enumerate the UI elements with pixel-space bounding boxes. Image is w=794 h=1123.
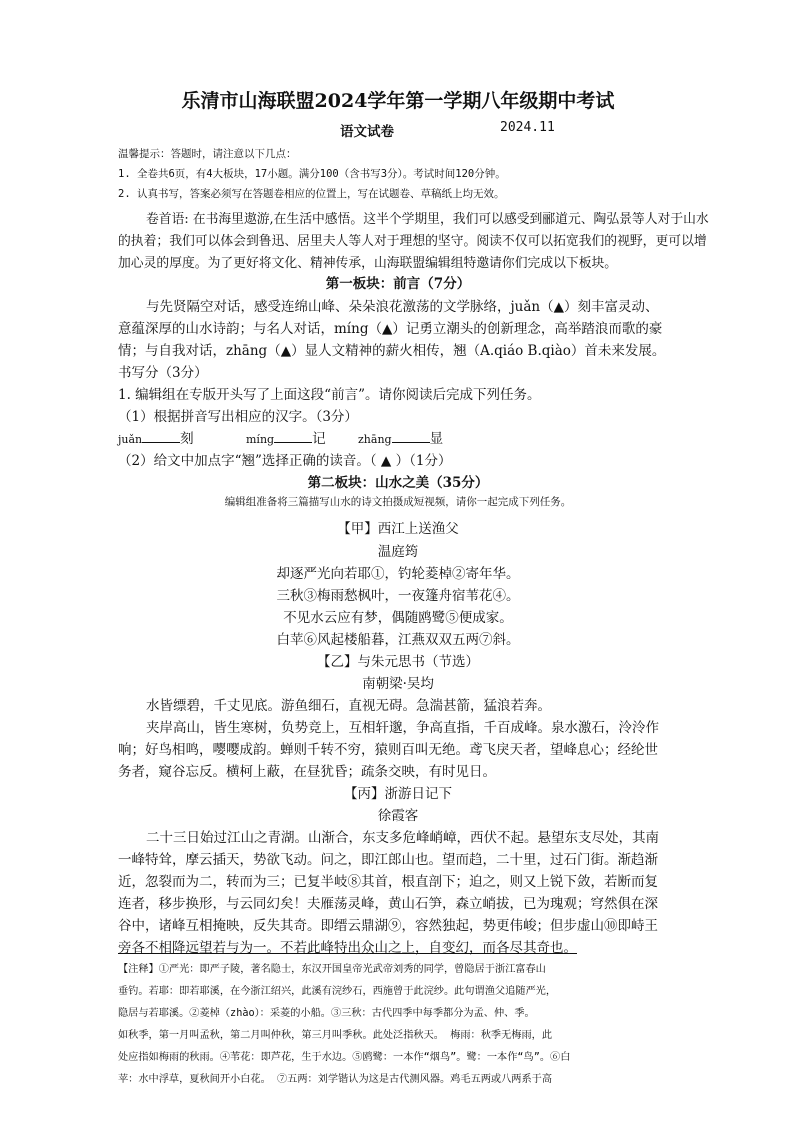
text-bing-line: 近，忽裂而为二，转而为三；已复半岐⑧其首，根直剖下；迫之，则又上锐下敛，若断而复 <box>118 874 658 890</box>
text-yi-line: 响；好鸟相鸣，嘤嘤成韵。蝉则千转不穷，猿则百叫无绝。鸢飞戾天者，望峰息心；经纶世 <box>118 742 658 758</box>
question-1-2: （2）给文中加点字“翘”选择正确的读音。（ ▲ ）（1分） <box>118 453 452 469</box>
paper-subtitle: 语文试卷 <box>340 124 394 140</box>
notice-label: 温馨提示：答题时，请注意以下几点： <box>118 148 297 160</box>
preface-line: 情；与自我对话，zhāng（▲）显人文精神的薪火相传，翘（A.qiáo B.qiào）首未来发展。 <box>118 343 666 359</box>
answer-blank[interactable] <box>392 430 430 443</box>
poem-line: 白苹⑥风起楼船暮，江燕双双五两⑦斜。 <box>276 632 520 648</box>
intro-line: 的执着；我们可以体会到鲁迅、居里夫人等人对于理想的坚守。阅读不仅可以拓宽我们的视野，更可以增 <box>118 234 707 249</box>
text-yi-line: 务者，窥谷忘反。横柯上蔽，在昼犹昏；疏条交映，有时见日。 <box>118 764 496 780</box>
section2-desc: 编辑组准备将三篇描写山水的诗文拍摄成短视频，请你一起完成下列任务。 <box>224 496 572 508</box>
pinyin-item: zhāng 显 <box>358 431 444 447</box>
notes-line: 【注释】①严光：即严子陵，著名隐士，东汉开国皇帝光武帝刘秀的同学，曾隐居于浙江富春山 <box>118 964 546 975</box>
pinyin-item: juǎn 刻 <box>118 431 194 447</box>
text-bing-line-underlined: 旁各不相降远望若与为一。不若此峰特出众山之上，自变幻，而各尽其奇也。 <box>118 940 577 956</box>
poem-line: 却逐严光向若耶①，钓轮菱棹②寄年华。 <box>276 566 520 582</box>
text-bing-author: 徐霞客 <box>377 808 419 824</box>
notes-line: 垂钓。若耶：即若耶溪，在今浙江绍兴，此溪有浣纱石，西施曾于此浣纱。此句谓渔父追随严光， <box>118 986 557 997</box>
poem-line: 不见水云应有梦，偶随鸥鹭⑤便成家。 <box>283 610 513 626</box>
preface-line: 意蕴深厚的山水诗韵；与名人对话，míng（▲）记勇立潮头的创新理念，高举踏浪而歌的豪 <box>118 321 663 337</box>
preface-line: 与先贤隔空对话，感受连绵山峰、朵朵浪花激荡的文学脉络，juǎn（▲）刻丰富灵动、 <box>146 299 659 315</box>
pinyin-item: míng 记 <box>246 431 326 447</box>
answer-blank[interactable] <box>274 430 312 443</box>
text-yi-line: 水皆缥碧，千丈见底。游鱼细石，直视无碍。急湍甚箭，猛浪若奔。 <box>146 698 551 714</box>
text-yi-line: 夹岸高山，皆生寒树，负势竞上，互相轩邈，争高直指，千百成峰。泉水激石，泠泠作 <box>146 720 659 736</box>
text-yi-heading: 【乙】与朱元思书（节选） <box>317 654 479 670</box>
text-bing-line: 连者，移步换形，与云同幻矣！夫雁荡灵峰，黄山石笋，森立峭拔，已为瑰观；穹然俱在深 <box>118 896 658 912</box>
text-bing-heading: 【丙】浙游日记下 <box>344 786 452 802</box>
intro-line: 加心灵的厚度。为了更好将文化、精神传承，山海联盟编辑组特邀请你们完成以下板块。 <box>118 256 618 271</box>
text-bing-line: 一峰特耸，摩云插天，势欲飞动。问之，即江郎山也。望而趋，二十里，过石门街。渐趋渐 <box>118 852 658 868</box>
question-1-1: （1）根据拼音写出相应的汉字。（3分） <box>118 409 358 425</box>
poem-heading: 【甲】西江上送渔父 <box>337 521 459 537</box>
notice-item-2: 2. 认真书写，答案必须写在答题卷相应的位置上，写在试题卷、草稿纸上均无效。 <box>118 188 505 200</box>
text-yi-author: 南朝梁·吴均 <box>362 676 434 692</box>
exam-date: 2024.11 <box>500 120 555 135</box>
section1-title: 第一板块：前言（7分） <box>325 276 471 292</box>
notes-line: 如秋季，第一月叫孟秋，第二月叫仲秋，第三月叫季秋。此处泛指秋天。 梅雨：秋季无梅雨，此 <box>118 1030 553 1041</box>
notes-line: 隐居与若耶溪。②菱棹（zhào）：采菱的小船。③三秋：古代四季中每季都分为孟、仲、季。 <box>118 1008 535 1019</box>
section2-title: 第二板块：山水之美（35分） <box>307 475 489 491</box>
preface-line: 书写分（3分） <box>118 365 208 381</box>
poem-line: 三秋③梅雨愁枫叶，一夜篷舟宿苇花④。 <box>276 588 520 604</box>
notes-line: 处应指如梅雨的秋雨。④苇花：即芦花，生于水边。⑤鸥鹭：一本作“烟鸟”。鹭：一本作“鸟”。⑥白 <box>118 1052 571 1063</box>
text-bing-line: 谷中，诸峰互相掩映，反失其奇。即缙云鼎湖⑨，容然独起，势更伟峻；但步虚山⑩即峙王 <box>118 918 658 934</box>
exam-title: 乐清市山海联盟2024学年第一学期八年级期中考试 <box>181 90 615 112</box>
question-1: 1. 编辑组在专版开头写了上面这段“前言”。请你阅读后完成下列任务。 <box>118 387 541 403</box>
intro-line: 卷首语: 在书海里遨游,在生活中感悟。这半个学期里，我们可以感受到郦道元、陶弘景等人对于山水 <box>146 212 709 227</box>
notes-line: 苹：水中浮草，夏秋间开小白花。 ⑦五两：刘学锴认为这是古代测风器。鸡毛五两或八两系于高 <box>118 1074 553 1085</box>
text-bing-line: 二十三日始过江山之青湖。山渐合，东支多危峰峭嶂，西伏不起。悬望东支尽处，其南 <box>146 830 659 846</box>
notice-item-1: 1. 全卷共6页，有4大板块，17小题。满分100（含书写3分）。考试时间120分钟。 <box>118 168 506 180</box>
poem-author: 温庭筠 <box>377 544 419 560</box>
answer-blank[interactable] <box>142 430 180 443</box>
